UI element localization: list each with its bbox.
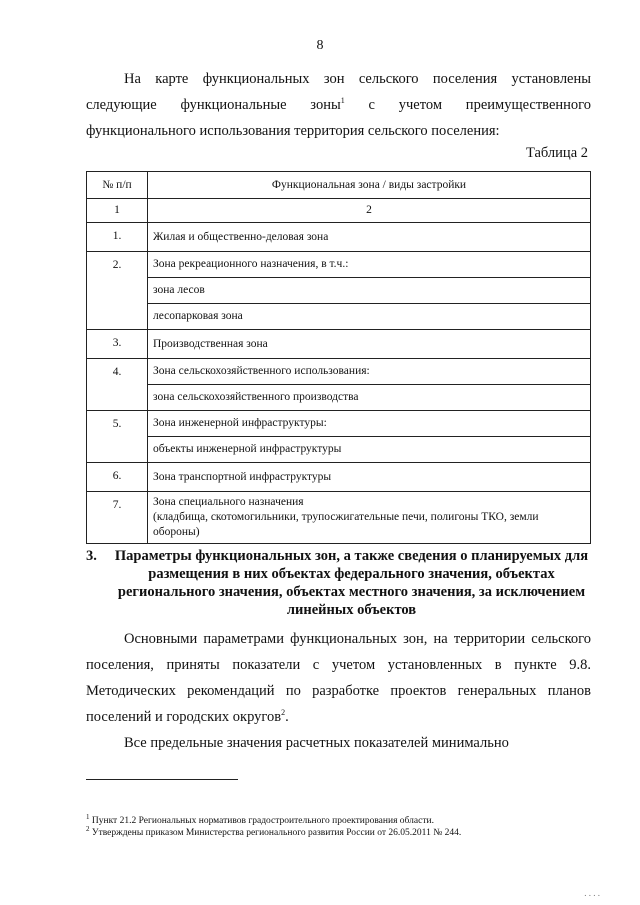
footnotes <box>86 812 591 839</box>
table-row <box>87 463 591 492</box>
row-number: 4. <box>87 359 148 411</box>
zone-name: Зона транспортной инфраструктуры <box>148 463 591 492</box>
table-row <box>87 330 591 359</box>
functional-zones-table <box>86 171 591 544</box>
header-number: № п/п <box>87 172 148 199</box>
zone-name: Производственная зона <box>148 330 591 359</box>
row-number: 6. <box>87 463 148 492</box>
table-subrow <box>87 278 591 304</box>
zone-name: Зона рекреационного назначения, в т.ч.: <box>148 252 591 278</box>
zone-name: Жилая и общественно-деловая зона <box>148 223 591 252</box>
table-row <box>87 492 591 544</box>
header-zone: Функциональная зона / виды застройки <box>148 172 591 199</box>
footnote-1-text: Пункт 21.2 Региональных нормативов градостроительного проектирования области. <box>89 816 434 826</box>
table-header-row <box>87 172 591 199</box>
footnote-1 <box>86 812 591 827</box>
table-subrow <box>87 385 591 411</box>
table-row <box>87 223 591 252</box>
paragraph-parameters-text: Основными параметрами функциональных зон, на территории сельского поселения, приняты показатели с учетом установленных в пункте 9.8. Методических рекомендаций по разработке проектов генеральных планов поселений и городских округов <box>86 631 591 725</box>
zone-name: Зона инженерной инфраструктуры: <box>148 411 591 437</box>
paragraph-parameters <box>86 626 591 730</box>
index-number: 1 <box>87 199 148 223</box>
footnote-1-marker: 1 <box>86 812 90 821</box>
row-number: 7. <box>87 492 148 544</box>
table-row <box>87 252 591 278</box>
footnote-ref-1[interactable]: 1 <box>340 96 345 106</box>
zone-subtype: зона сельскохозяйственного производства <box>148 385 591 411</box>
row-number: 2. <box>87 252 148 330</box>
intro-text-after: с учетом преимущественного функционального использования территория сельского поселения: <box>86 97 591 139</box>
table-index-row <box>87 199 591 223</box>
zone-name: Зона сельскохозяйственного использования: <box>148 359 591 385</box>
paragraph-parameters-text-after: . <box>285 709 289 725</box>
zone-subtype: лесопарковая зона <box>148 304 591 330</box>
footnote-separator <box>86 779 238 780</box>
table-row <box>87 411 591 437</box>
table-row <box>87 359 591 385</box>
zone-subtype: зона лесов <box>148 278 591 304</box>
row-number: 5. <box>87 411 148 463</box>
section-title: Параметры функциональных зон, а также сведения о планируемых для размещения в них объектах федерального значения, объектах регионального значения, объектах местного значения, за исключением линейных объектов <box>114 548 589 618</box>
table-caption: Таблица 2 <box>525 145 588 161</box>
intro-paragraph <box>86 66 591 144</box>
zone-subtype: объекты инженерной инфраструктуры <box>148 437 591 463</box>
footnote-2-text: Утверждены приказом Министерства регионального развития России от 26.05.2011 № 244. <box>89 828 462 838</box>
scan-mark: . . . . <box>584 888 600 898</box>
footnote-ref-2[interactable]: 2 <box>281 708 286 718</box>
paragraph-limits: Все предельные значения расчетных показателей минимально <box>124 735 509 751</box>
row-number: 1. <box>87 223 148 252</box>
index-zone: 2 <box>148 199 591 223</box>
section-number: 3. <box>86 548 97 564</box>
footnote-2 <box>86 824 591 839</box>
row-number: 3. <box>87 330 148 359</box>
table-subrow <box>87 437 591 463</box>
footnote-2-marker: 2 <box>86 824 90 833</box>
page-number: 8 <box>316 38 324 53</box>
zone-detail: (кладбища, скотомогильники, трупосжигательные печи, полигоны ТКО, земли обороны) <box>153 511 539 538</box>
zone-title: Зона специального назначения <box>153 496 304 508</box>
zone-name <box>148 492 591 544</box>
table-subrow <box>87 304 591 330</box>
intro-text: На карте функциональных зон сельского поселения установлены следующие функциональные зоны <box>86 71 591 113</box>
section-heading <box>86 547 591 619</box>
